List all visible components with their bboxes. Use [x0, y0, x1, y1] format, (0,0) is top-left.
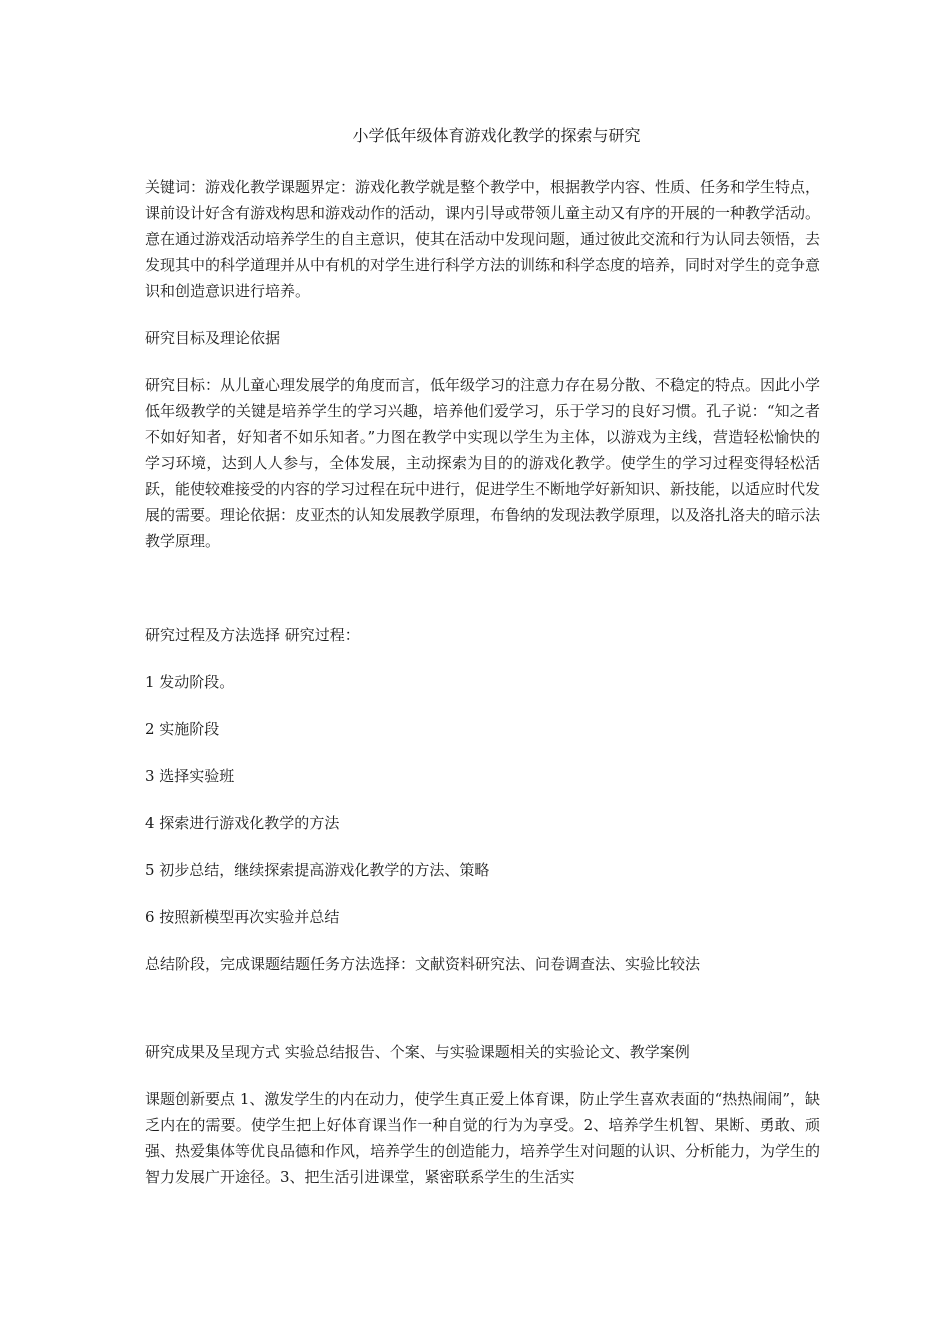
- process-step: 2 实施阶段: [145, 720, 220, 738]
- process-step: 3 选择实验班: [145, 767, 235, 785]
- summary-paragraph: 总结阶段，完成课题结题任务方法选择：文献资料研究法、问卷调查法、实验比较法: [145, 955, 701, 973]
- process-step: 1 发动阶段。: [145, 673, 235, 691]
- innovation-paragraph: 课题创新要点 1、激发学生的内在动力，使学生真正爱上体育课，防止学生喜欢表面的“热热闹闹”，缺乏内在的需要。使学生把上好体育课当作一种自觉的行为为享受。2、培养学生机智、果断、勇敢、顽强、热爱集体等优良品德和作风，培养学生的创造能力，培养学生对问题的认识、分析能力，为学生的智力发展广开途径。3、把生活引进课堂，紧密联系学生的生活实: [145, 1090, 821, 1186]
- goals-heading: 研究目标及理论依据: [145, 329, 281, 347]
- process-heading: 研究过程及方法选择 研究过程：: [145, 626, 360, 644]
- goals-paragraph: 研究目标：从儿童心理发展学的角度而言，低年级学习的注意力存在易分散、不稳定的特点。因此小学低年级教学的关键是培养学生的学习兴趣，培养他们爱学习，乐于学习的良好习惯。孔子说：“知之者不如好知者，好知者不如乐知者。”力图在教学中实现以学生为主体，以游戏为主线，营造轻松愉快的学习环境，达到人人参与，全体发展，主动探索为目的的游戏化教学。使学生的学习过程变得轻松活跃，能使较难接受的内容的学习过程在玩中进行，促进学生不断地学好新知识、新技能，以适应时代发展的需要。理论依据：皮亚杰的认知发展教学原理，布鲁纳的发现法教学原理，以及洛扎洛夫的暗示法教学原理。: [145, 376, 821, 550]
- document-title: 小学低年级体育游戏化教学的探索与研究: [352, 126, 641, 145]
- process-step: 6 按照新模型再次实验并总结: [145, 908, 340, 926]
- keywords-paragraph: 关键词：游戏化教学课题界定：游戏化教学就是整个教学中，根据教学内容、性质、任务和学生特点，课前设计好含有游戏构思和游戏动作的活动，课内引导或带领儿童主动又有序的开展的一种教学活动。意在通过游戏活动培养学生的自主意识，使其在活动中发现问题，通过彼此交流和行为认同去领悟，去发现其中的科学道理并从中有机的对学生进行科学方法的训练和科学态度的培养，同时对学生的竞争意识和创造意识进行培养。: [145, 178, 821, 300]
- process-step: 5 初步总结，继续探索提高游戏化教学的方法、策略: [145, 861, 490, 879]
- process-step: 4 探索进行游戏化教学的方法: [145, 814, 340, 832]
- results-paragraph: 研究成果及呈现方式 实验总结报告、个案、与实验课题相关的实验论文、教学案例: [145, 1043, 690, 1061]
